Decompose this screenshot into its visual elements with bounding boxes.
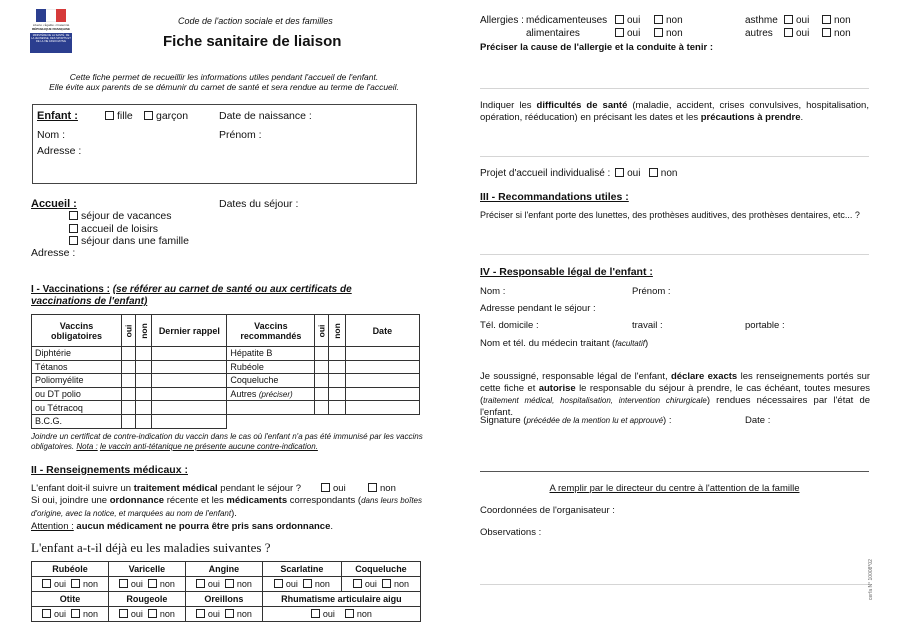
non-label: non <box>666 15 683 26</box>
non-checkbox[interactable] <box>71 579 80 588</box>
maladies-answer-row-2 <box>32 607 421 622</box>
medecin-field[interactable] <box>480 338 648 349</box>
q2-b: ordonnance <box>109 495 165 506</box>
table-row <box>32 414 420 428</box>
oui-label: oui <box>285 579 298 589</box>
medecin-b: facultatif <box>615 339 645 348</box>
maladies-answer-row-1 <box>32 577 421 592</box>
decl-a: Je soussigné, responsable légal de l'enfant, <box>480 371 668 382</box>
separator-line <box>480 471 869 472</box>
cell-date[interactable] <box>345 347 419 361</box>
oui-label: oui <box>207 609 220 619</box>
adresse-field[interactable]: Adresse : <box>37 145 82 157</box>
divider <box>480 254 869 255</box>
projet-label: Projet d'accueil individualisé : <box>480 168 611 179</box>
rhumatisme-answer[interactable] <box>262 607 420 622</box>
col-dernier-rappel: Dernier rappel <box>152 315 227 347</box>
oui-checkbox[interactable] <box>353 579 362 588</box>
oui-label: oui <box>627 15 641 26</box>
projet-accueil <box>480 168 677 179</box>
alimentaires-non[interactable] <box>654 28 683 39</box>
non-label: non <box>159 579 175 589</box>
traitement-oui-label: oui <box>333 483 346 494</box>
republique-logo <box>30 9 72 59</box>
oui-label: oui <box>796 28 810 39</box>
rougeole-answer[interactable] <box>108 607 185 622</box>
dates-sejour-field[interactable]: Dates du séjour : <box>219 198 299 210</box>
signature-field[interactable] <box>480 415 671 426</box>
non-label: non <box>834 28 851 39</box>
enfant-box <box>32 104 417 184</box>
garcon-label: garçon <box>156 110 189 122</box>
diff-b: difficultés de santé <box>536 100 628 111</box>
logo-ministere: MINISTÈRE DE LA SANTÉ, DE LA JEUNESSE, DES SPORTS ET DE LA VIE ASSOCIATIVE <box>30 33 72 53</box>
cell-non[interactable] <box>329 401 346 415</box>
signature-date-field[interactable]: Date : <box>745 415 771 426</box>
oui-checkbox[interactable] <box>311 609 320 618</box>
loisirs-label: accueil de loisirs <box>81 222 159 235</box>
q2-c: récente et les <box>166 495 224 506</box>
autres-note: (préciser) <box>258 390 293 400</box>
asthme-label: asthme <box>745 15 778 26</box>
medical-title: II - Renseignements médicaux : <box>31 464 188 476</box>
diff-d: précautions à prendre <box>700 112 801 123</box>
oui-label: oui <box>627 28 641 39</box>
decl-c: les renseignements portés sur cette fiche et <box>480 371 871 394</box>
traitement-oui-checkbox[interactable] <box>321 483 330 492</box>
decl-g: ) rendues nécessaires par l'état de l'enfant. <box>480 395 871 418</box>
angine-answer[interactable] <box>185 577 262 592</box>
accueil-option-loisirs[interactable] <box>69 223 189 236</box>
fille-checkbox[interactable] <box>105 111 114 120</box>
cell-oui[interactable] <box>122 401 136 415</box>
attention-line: Attention : aucun médicament ne pourra être pris sans ordonnance. <box>31 521 333 532</box>
non-checkbox[interactable] <box>822 15 831 24</box>
cell-non[interactable] <box>329 347 346 361</box>
famille-checkbox[interactable] <box>69 236 78 245</box>
maladie-oreillons: Oreillons <box>185 592 262 607</box>
projet-non-label: non <box>660 168 678 179</box>
cell-recom-empty[interactable] <box>227 401 315 415</box>
oui-label: oui <box>796 15 810 26</box>
tel-travail-field[interactable]: travail : <box>632 320 663 331</box>
cell-oui[interactable] <box>315 360 329 374</box>
maladie-rougeole: Rougeole <box>108 592 185 607</box>
medicamenteuses-non[interactable] <box>654 15 683 26</box>
cell-non[interactable] <box>135 360 152 374</box>
footnote-certificat: Joindre un certificat de contre-indication du vaccin dans le cas où l'enfant n'a pas été immunisé par les vaccins obligatoires. <box>31 432 423 451</box>
non-checkbox[interactable] <box>225 579 234 588</box>
nom-field[interactable]: Nom : <box>37 129 66 141</box>
cell-date[interactable] <box>345 387 419 401</box>
non-label: non <box>834 15 851 26</box>
cell-oui[interactable] <box>122 387 136 401</box>
cell-non[interactable] <box>329 360 346 374</box>
alimentaires-oui[interactable] <box>615 28 640 39</box>
col-non-2-label: non <box>331 322 342 339</box>
logo-republique: RÉPUBLIQUE FRANÇAISE <box>31 27 70 31</box>
vacances-label: séjour de vacances <box>81 210 172 222</box>
enfant-label: Enfant : <box>37 110 78 122</box>
autres-oui[interactable] <box>784 28 809 39</box>
cell-oui[interactable] <box>315 387 329 401</box>
divider <box>480 584 869 585</box>
cell-rappel[interactable] <box>152 401 227 415</box>
cell-date[interactable] <box>345 360 419 374</box>
prenom-field[interactable]: Prénom : <box>219 129 262 141</box>
code-reference: Code de l'action sociale et des familles <box>178 16 333 26</box>
autres-label: Autres <box>230 389 257 400</box>
cell-oui[interactable] <box>122 347 136 361</box>
cell-oui[interactable] <box>315 374 329 388</box>
asthme-oui[interactable] <box>784 15 809 26</box>
non-label: non <box>82 609 98 619</box>
non-checkbox[interactable] <box>148 609 157 618</box>
non-label: non <box>666 28 683 39</box>
oui-label: oui <box>364 579 377 589</box>
table-row <box>32 347 420 361</box>
directeur-heading: A remplir par le directeur du centre à l'attention de la famille <box>549 483 800 494</box>
col-vaccins-recommandes: Vaccins recommandés <box>227 315 315 347</box>
varicelle-answer[interactable] <box>108 577 185 592</box>
vacances-checkbox[interactable] <box>69 211 78 220</box>
decl-d: autorise <box>538 383 576 394</box>
decl-e: le responsable du séjour à prendre, le cas échéant, toutes mesures ( <box>480 383 870 406</box>
oui-checkbox[interactable] <box>784 28 793 37</box>
cell-empty <box>227 414 420 428</box>
resp-adresse-field[interactable]: Adresse pendant le séjour : <box>480 303 596 314</box>
recommandations-title: III - Recommandations utiles : <box>480 191 629 203</box>
col-vaccins-obligatoires: Vaccins obligatoires <box>32 315 122 347</box>
non-label: non <box>159 609 175 619</box>
cell-oui[interactable] <box>122 374 136 388</box>
accueil-adresse-field[interactable]: Adresse : <box>31 247 76 259</box>
sexe-fille-option[interactable] <box>105 110 133 122</box>
oui-checkbox[interactable] <box>42 579 51 588</box>
tel-domicile-field[interactable]: Tél. domicile : <box>480 320 539 331</box>
vaccin-oblig: Diphtérie <box>32 347 122 361</box>
nota-text: le vaccin anti-tétanique ne présente aucune contre-indication. <box>99 442 318 451</box>
decl-f: traitement médical, hospitalisation, intervention chirurgicale <box>483 396 707 405</box>
intro-line-2: Elle évite aux parents de se démunir du carnet de santé et sera rendue au terme de l'accueil. <box>49 82 399 92</box>
responsable-title: IV - Responsable légal de l'enfant : <box>480 266 653 278</box>
maladies-header-row-2 <box>32 592 421 607</box>
medicamenteuses-oui[interactable] <box>615 15 640 26</box>
allergies-label: Allergies : <box>480 15 524 26</box>
q1-text-b: traitement médical <box>133 483 218 494</box>
divider <box>480 88 869 89</box>
non-checkbox[interactable] <box>654 15 663 24</box>
non-label: non <box>236 579 252 589</box>
oui-label: oui <box>53 579 66 589</box>
col-oui-2 <box>315 315 329 347</box>
coordonnees-field[interactable]: Coordonnées de l'organisateur : <box>480 505 615 516</box>
projet-non-checkbox[interactable] <box>649 168 658 177</box>
cell-non[interactable] <box>135 374 152 388</box>
non-checkbox[interactable] <box>345 609 354 618</box>
decl-b: déclare exacts <box>671 371 738 382</box>
non-label: non <box>82 579 98 589</box>
col-non-label: non <box>138 322 149 339</box>
cell-rappel[interactable] <box>152 347 227 361</box>
vaccin-oblig: B.C.G. <box>32 414 122 428</box>
medecin-a: Nom et tél. du médecin traitant ( <box>480 338 616 349</box>
vaccin-oblig: ou Tétracoq <box>32 401 122 415</box>
ordonnance-text <box>31 495 423 520</box>
traitement-non-checkbox[interactable] <box>368 483 377 492</box>
intro-line-1: Cette fiche permet de recueillir les informations utiles pendant l'accueil de l'enfant. <box>69 72 379 82</box>
oreillons-answer[interactable] <box>185 607 262 622</box>
oui-label: oui <box>322 609 335 619</box>
maladies-question: L'enfant a-t-il déjà eu les maladies suivantes ? <box>31 540 271 555</box>
cell-rappel[interactable] <box>152 374 227 388</box>
q2-d: médicaments <box>226 495 288 506</box>
q2-f: dans leurs boîtes d'origine, avec la notice, et marquées au nom de l'enfant <box>31 496 423 518</box>
cell-non[interactable] <box>135 387 152 401</box>
preciser-allergie: Préciser la cause de l'allergie et la conduite à tenir : <box>480 42 713 53</box>
vaccin-recom-autres <box>227 387 315 401</box>
nota-label: Nota : <box>76 442 98 451</box>
vaccin-recom: Rubéole <box>227 360 315 374</box>
maladie-angine: Angine <box>185 562 262 577</box>
vacc-header-row <box>32 315 420 347</box>
non-checkbox[interactable] <box>148 579 157 588</box>
cell-oui[interactable] <box>315 347 329 361</box>
traitement-question <box>31 483 423 494</box>
cell-non[interactable] <box>329 374 346 388</box>
naissance-field[interactable]: Date de naissance : <box>219 110 312 122</box>
non-checkbox[interactable] <box>382 579 391 588</box>
q1-text-c: pendant le séjour ? <box>220 483 302 494</box>
oui-label: oui <box>53 609 66 619</box>
oui-checkbox[interactable] <box>196 609 205 618</box>
maladie-scarlatine: Scarlatine <box>262 562 341 577</box>
oui-label: oui <box>130 609 143 619</box>
col-non <box>135 315 152 347</box>
fille-label: fille <box>117 110 133 122</box>
col-oui <box>122 315 136 347</box>
maladie-rubeole: Rubéole <box>32 562 109 577</box>
projet-oui-checkbox[interactable] <box>615 168 624 177</box>
attention-text: aucun médicament ne pourra être pris sans ordonnance <box>76 521 331 532</box>
difficultes-sante-text <box>480 100 869 124</box>
resp-prenom-field[interactable]: Prénom : <box>632 286 671 297</box>
non-checkbox[interactable] <box>303 579 312 588</box>
sexe-garcon-option[interactable] <box>144 110 188 122</box>
cell-non[interactable] <box>135 401 152 415</box>
cell-rappel[interactable] <box>152 414 227 428</box>
vaccin-oblig: Tétanos <box>32 360 122 374</box>
page-title: Fiche sanitaire de liaison <box>163 33 342 50</box>
cell-non[interactable] <box>135 347 152 361</box>
attention-label: Attention : <box>31 521 74 532</box>
accueil-options <box>69 210 189 248</box>
sig-c: ) : <box>663 415 672 426</box>
cell-non[interactable] <box>329 387 346 401</box>
vaccinations-note: (se référer au carnet de santé ou aux certificats de vaccinations de l'enfant) <box>31 284 352 307</box>
tel-portable-field[interactable]: portable : <box>745 320 785 331</box>
french-flag-icon <box>30 9 72 23</box>
maladie-rhumatisme: Rhumatisme articulaire aigu <box>262 592 420 607</box>
non-checkbox[interactable] <box>225 609 234 618</box>
asthme-non[interactable] <box>822 15 851 26</box>
cell-rappel[interactable] <box>152 387 227 401</box>
logo-motto: Liberté • Égalité • Fraternité <box>32 23 70 27</box>
cerfa-number: cerfa N° 10008*02 <box>868 559 874 600</box>
col-oui-2-label: oui <box>316 324 327 337</box>
oui-label: oui <box>207 579 220 589</box>
cell-oui[interactable] <box>122 360 136 374</box>
autres-non[interactable] <box>822 28 851 39</box>
garcon-checkbox[interactable] <box>144 111 153 120</box>
vaccin-recom: Coqueluche <box>227 374 315 388</box>
non-checkbox[interactable] <box>822 28 831 37</box>
oui-checkbox[interactable] <box>42 609 51 618</box>
oui-checkbox[interactable] <box>119 579 128 588</box>
oui-checkbox[interactable] <box>274 579 283 588</box>
sig-b: précédée de la mention lu et approuvé <box>526 416 664 425</box>
oui-label: oui <box>130 579 143 589</box>
declaration-text <box>480 371 870 419</box>
accueil-option-vacances[interactable] <box>69 210 189 223</box>
vaccinations-footnote <box>31 432 423 452</box>
maladie-otite: Otite <box>32 592 109 607</box>
oui-checkbox[interactable] <box>119 609 128 618</box>
allergie-medicamenteuses-label: médicamenteuses <box>526 15 608 26</box>
traitement-oui-option[interactable] <box>321 483 346 494</box>
otite-answer[interactable] <box>32 607 109 622</box>
table-row <box>32 360 420 374</box>
diff-c: (maladie, accident, crises convulsives, hospitalisation, opération, rééducation) en précisant les dates et les <box>480 100 869 123</box>
q1-text-a: L'enfant doit-il suivre un <box>31 483 132 494</box>
traitement-non-option[interactable] <box>368 483 396 494</box>
vaccin-oblig: ou DT polio <box>32 387 122 401</box>
cell-date[interactable] <box>345 374 419 388</box>
maladie-varicelle: Varicelle <box>108 562 185 577</box>
vaccin-oblig: Poliomyélite <box>32 374 122 388</box>
diff-e: . <box>800 112 804 123</box>
table-row <box>32 401 420 415</box>
q2-a: Si oui, joindre une <box>31 495 108 506</box>
cell-oui[interactable] <box>315 401 329 415</box>
table-row <box>32 387 420 401</box>
non-label: non <box>314 579 330 589</box>
coqueluche-answer[interactable] <box>341 577 420 592</box>
projet-oui-label: oui <box>627 168 641 179</box>
autres-allergies-label: autres <box>745 28 773 39</box>
traitement-non-label: non <box>380 483 396 494</box>
oui-checkbox[interactable] <box>615 15 624 24</box>
non-label: non <box>236 609 252 619</box>
cell-rappel[interactable] <box>152 360 227 374</box>
oui-checkbox[interactable] <box>196 579 205 588</box>
diff-a: Indiquer les <box>480 100 532 111</box>
oui-checkbox[interactable] <box>615 28 624 37</box>
cell-non[interactable] <box>135 414 152 428</box>
vaccinations-heading: I - Vaccinations : <box>31 284 110 295</box>
scarlatine-answer[interactable] <box>262 577 341 592</box>
non-checkbox[interactable] <box>654 28 663 37</box>
observations-field[interactable]: Observations : <box>480 527 542 538</box>
rubeole-answer[interactable] <box>32 577 109 592</box>
cell-date[interactable] <box>345 401 419 415</box>
table-row <box>32 374 420 388</box>
loisirs-checkbox[interactable] <box>69 224 78 233</box>
col-date: Date <box>345 315 419 347</box>
non-checkbox[interactable] <box>71 609 80 618</box>
maladie-coqueluche: Coqueluche <box>341 562 420 577</box>
cell-oui[interactable] <box>122 414 136 428</box>
divider <box>480 156 869 157</box>
non-label: non <box>393 579 409 589</box>
medecin-c: ) <box>644 338 649 349</box>
non-label: non <box>356 609 372 619</box>
allergie-alimentaires-label: alimentaires <box>526 28 580 39</box>
vaccin-recom: Hépatite B <box>227 347 315 361</box>
maladies-table <box>31 561 421 622</box>
vaccinations-title <box>31 284 401 308</box>
resp-nom-field[interactable]: Nom : <box>480 286 506 297</box>
q2-g: ). <box>231 507 237 519</box>
accueil-option-famille[interactable] <box>69 235 189 248</box>
maladies-header-row-1 <box>32 562 421 577</box>
oui-checkbox[interactable] <box>784 15 793 24</box>
q2-e: correspondants ( <box>289 495 362 506</box>
famille-label: séjour dans une famille <box>81 235 189 247</box>
col-non-2 <box>329 315 346 347</box>
sig-a: Signature ( <box>480 415 527 426</box>
accueil-label: Accueil : <box>31 198 77 210</box>
col-oui-label: oui <box>123 324 134 337</box>
intro-text <box>30 72 418 92</box>
vaccinations-table <box>31 314 420 429</box>
recommandations-text: Préciser si l'enfant porte des lunettes, des prothèses auditives, des prothèses dentaires, etc... ? <box>480 210 860 220</box>
